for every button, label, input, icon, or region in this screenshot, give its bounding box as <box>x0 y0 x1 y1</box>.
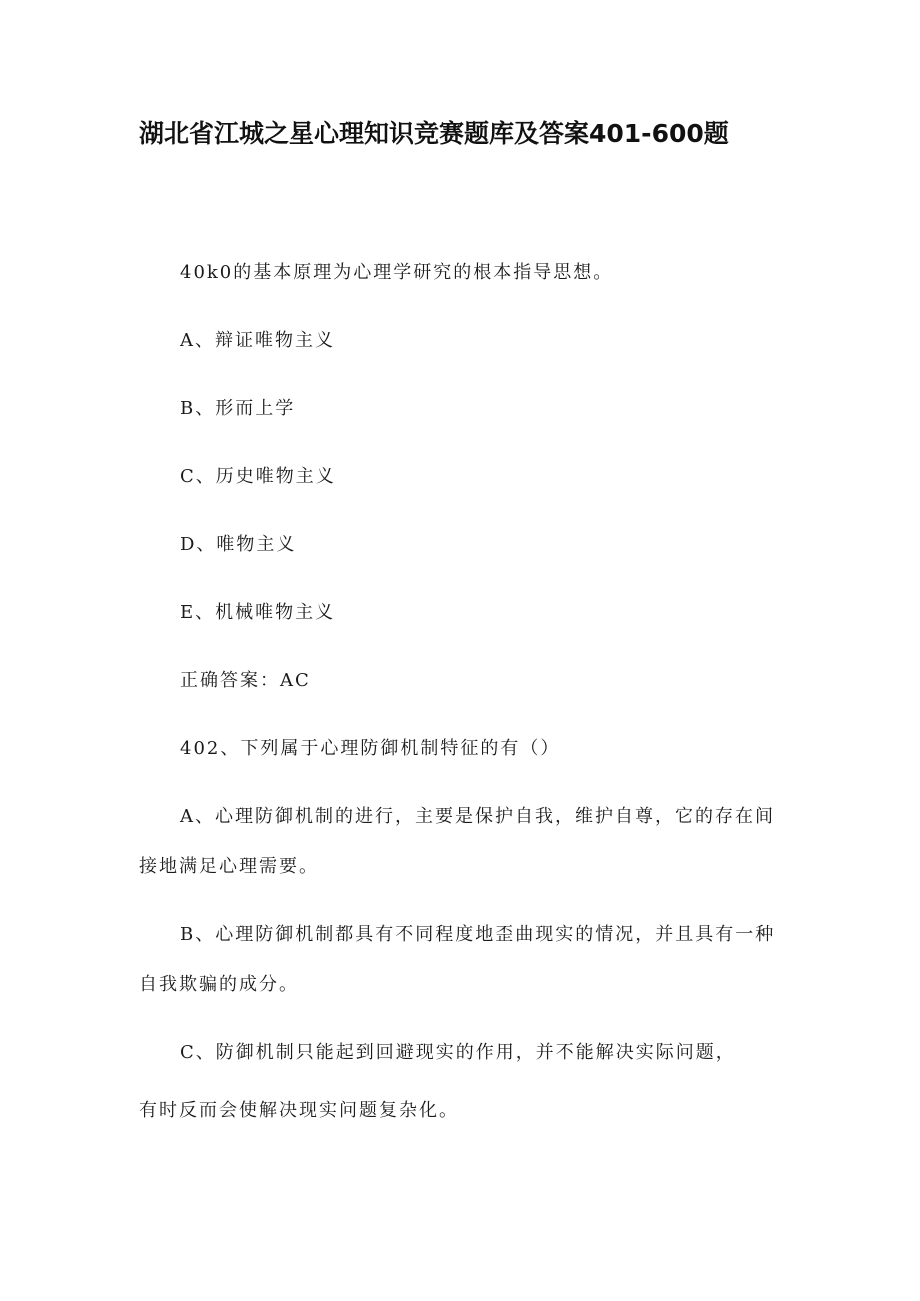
option-b-line2: 自我欺骗的成分。 <box>139 974 299 995</box>
option-e: E、机械唯物主义 <box>180 602 336 623</box>
option-a-line1: A、心理防御机制的进行，主要是保护自我，维护自尊，它的存在间 <box>180 806 775 827</box>
option-a: A、辩证唯物主义 <box>180 330 335 351</box>
option-d: D、唯物主义 <box>180 534 297 555</box>
option-c-line1: C、防御机制只能起到回避现实的作用，并不能解决实际问题， <box>180 1042 736 1063</box>
option-c: C、历史唯物主义 <box>180 466 336 487</box>
question-402-stem: 402、下列属于心理防御机制特征的有（） <box>180 738 561 759</box>
page-title: 湖北省江城之星心理知识竞赛题库及答案401-600题 <box>139 119 729 148</box>
question-401-stem: 40k0的基本原理为心理学研究的根本指导思想。 <box>180 262 614 283</box>
option-b: B、形而上学 <box>180 398 296 419</box>
option-a-line2: 接地满足心理需要。 <box>139 856 319 877</box>
option-b-line1: B、心理防御机制都具有不同程度地歪曲现实的情况，并且具有一种 <box>180 924 776 945</box>
correct-answer: 正确答案：AC <box>180 670 311 691</box>
option-c-line2: 有时反而会使解决现实问题复杂化。 <box>139 1100 459 1121</box>
